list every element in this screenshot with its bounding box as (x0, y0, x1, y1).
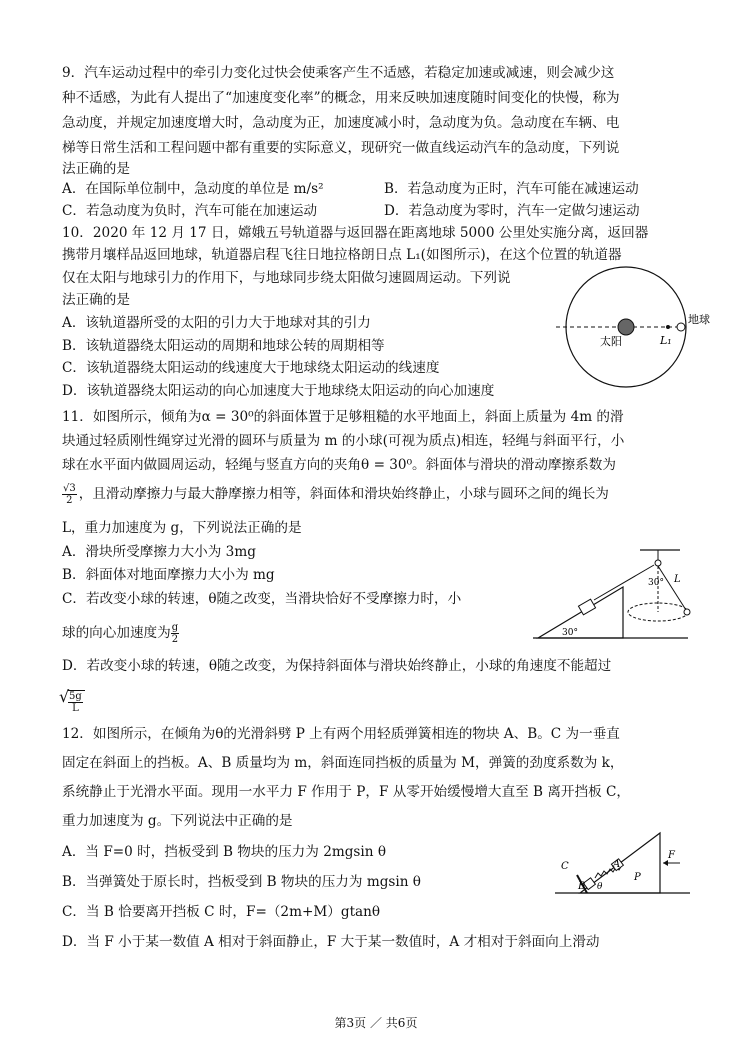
q11-line-4-text: ，且滑动摩擦力与最大静摩擦力相等，斜面体和滑块始终静止，小球与圆环之间的绳长为 (78, 486, 609, 502)
q11-option-d: D．若改变小球的转速，θ随之改变，为保持斜面体与滑块始终静止，小球的角速度不能超过 (62, 658, 612, 674)
label-p: P (634, 872, 641, 883)
q10-line-3: 仅在太阳与地球引力的作用下，与地球同步绕太阳做匀速圆周运动。下列说 (62, 270, 511, 286)
q11-option-d-cont (62, 690, 692, 714)
q11-incline-figure (528, 540, 700, 642)
q10-orbit-figure (548, 262, 718, 392)
ring-icon (655, 560, 661, 566)
q12-wedge-figure (555, 825, 695, 897)
q11-line-4 (62, 483, 692, 506)
label-b: B (578, 881, 586, 892)
q9-option-b: B．若急动度为正时，汽车可能在减速运动 (384, 181, 639, 197)
q11-option-c-text: 球的向心加速度为 (62, 625, 171, 641)
l1-label: L₁ (660, 334, 672, 347)
sun-label: 太阳 (600, 335, 622, 348)
q12-option-a: A．当 F=0 时，挡板受到 B 物块的压力为 2mgsin θ (62, 844, 387, 860)
q12-line-2: 固定在斜面上的挡板。A、B 质量均为 m，斜面连同挡板的质量为 M，弹簧的劲度系数为 k， (62, 755, 624, 771)
earth-label: 地球 (688, 313, 710, 326)
angle-alpha-label: 30° (562, 628, 578, 638)
q11-frac-5gL (68, 691, 83, 714)
incline-body (538, 587, 623, 638)
frac-mu-num: √3 (63, 483, 76, 494)
frac-g-den: 2 (171, 634, 179, 645)
q11-line-2: 块通过轻质刚性绳穿过光滑的圆环与质量为 m 的小球(可视为质点)相连，轻绳与斜面平行，小 (62, 433, 625, 449)
q10-option-c: C．该轨道器绕太阳运动的线速度大于地球绕太阳运动的线速度 (62, 360, 440, 376)
label-theta: θ (597, 882, 603, 892)
q11-option-a: A．滑块所受摩擦力大小为 3mg (62, 544, 256, 560)
q12-option-d: D．当 F 小于某一数值 A 相对于斜面静止，F 大于某一数值时，A 才相对于斜面向上滑动 (62, 934, 600, 950)
label-a: A (613, 859, 621, 870)
q9-option-a: A．在国际单位制中，急动度的单位是 m/s² (62, 181, 324, 197)
q11-frac-g2 (171, 622, 179, 645)
q9-line-5: 法正确的是 (62, 161, 130, 177)
ball-icon (684, 609, 690, 615)
frac-mu-den: 2 (66, 495, 73, 506)
q11-option-b: B．斜面体对地面摩擦力大小为 mg (62, 567, 275, 583)
q12-option-c: C．当 B 恰要离开挡板 C 时，F=（2m+M）gtanθ (62, 904, 381, 920)
q11-line-5: L，重力加速度为 g，下列说法正确的是 (62, 520, 302, 536)
sun-icon (618, 319, 634, 335)
q11-frac-mu (62, 483, 77, 506)
earth-icon (677, 323, 685, 331)
q9-line-4: 梯等日常生活和工程问题中都有重要的实际意义，现研究一做直线运动汽车的急动度，下列说 (62, 140, 620, 156)
q12-option-b: B．当弹簧处于原长时，挡板受到 B 物块的压力为 mgsin θ (62, 874, 421, 890)
q11-option-c: C．若改变小球的转速，θ随之改变，当滑块恰好不受摩擦力时，小 (62, 591, 462, 607)
q10-line-1: 10．2020 年 12 月 17 日，嫦娥五号轨道器与返回器在距离地球 5000 公里处实施分离，返回器 (62, 225, 649, 241)
label-c: C (561, 861, 569, 872)
q11-line-3: 球在水平面内做圆周运动，轻绳与竖直方向的夹角θ = 30⁰。斜面体与滑块的滑动摩擦系数为 (62, 457, 616, 473)
page-footer: 第3页 ／ 共6页 (334, 1016, 418, 1030)
rope-on-incline (594, 565, 654, 600)
q10-line-4: 法正确的是 (62, 292, 130, 308)
q12-line-4: 重力加速度为 g。下列说法中正确的是 (62, 813, 293, 829)
q9-line-1: 9．汽车运动过程中的牵引力变化过快会使乘客产生不适感，若稳定加速或减速，则会减少这 (62, 65, 615, 81)
q9-option-d: D．若急动度为零时，汽车一定做匀速运动 (384, 203, 640, 219)
q12-line-1: 12．如图所示，在倾角为θ的光滑斜劈 P 上有两个用轻质弹簧相连的物块 A、B。C 为一垂直 (62, 726, 620, 742)
frac-5g-num: √ 5g (69, 691, 82, 702)
q9-option-c: C．若急动度为负时，汽车可能在加速运动 (62, 203, 318, 219)
frac-L-den: L (72, 703, 79, 714)
sqrt-expression (68, 690, 85, 714)
l1-point-icon (666, 325, 670, 329)
q11-line-1: 11．如图所示，倾角为α = 30⁰的斜面体置于足够粗糙的水平地面上，斜面上质量为 4m 的滑 (62, 409, 624, 425)
q10-line-2: 携带月壤样品返回地球，轨道器启程飞往日地拉格朗日点 L₁(如图所示)，在这个位置的轨道器 (62, 247, 622, 263)
q10-option-d: D．该轨道器绕太阳运动的向心加速度大于地球绕太阳运动的向心加速度 (62, 383, 495, 399)
label-f: F (668, 850, 675, 861)
q9-line-2: 种不适感，为此有人提出了“加速度变化率”的概念，用来反映加速度随时间变化的快慢，称为 (62, 90, 620, 106)
q10-option-b: B．该轨道器绕太阳运动的周期和地球公转的周期相等 (62, 338, 385, 354)
q12-line-3: 系统静止于光滑水平面。现用一水平力 F 作用于 P，F 从零开始缓慢增大直至 B 离开挡板 C， (62, 784, 631, 800)
rope-length-label: L (674, 574, 681, 585)
q9-line-3: 急动度，并规定加速度增大时，急动度为正，加速度减小时，急动度为负。急动度在车辆、电 (62, 115, 620, 131)
frac-g-num: g (171, 622, 179, 633)
q10-option-a: A．该轨道器所受的太阳的引力大于地球对其的引力 (62, 315, 371, 331)
angle-theta-label: 30° (648, 578, 664, 588)
